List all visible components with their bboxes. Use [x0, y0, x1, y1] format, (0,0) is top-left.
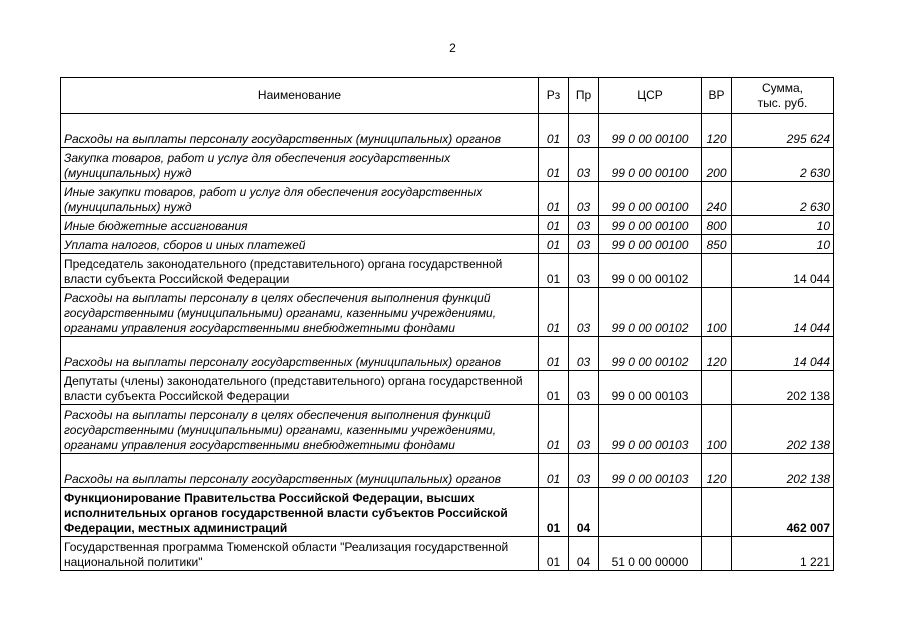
row-sum: 10: [732, 216, 834, 235]
column-header-csr: ЦСР: [599, 78, 702, 114]
row-sum: 295 624: [732, 114, 834, 148]
row-sum: 202 138: [732, 371, 834, 405]
row-pr: 03: [569, 148, 599, 182]
row-vr: 240: [702, 182, 732, 216]
row-rz: 01: [539, 405, 569, 454]
row-sum: 462 007: [732, 488, 834, 537]
row-vr: [702, 254, 732, 288]
row-name: Закупка товаров, работ и услуг для обеспечения государственных (муниципальных) нужд: [61, 148, 539, 182]
row-rz: 01: [539, 454, 569, 488]
row-rz: 01: [539, 371, 569, 405]
row-rz: 01: [539, 254, 569, 288]
row-sum: 10: [732, 235, 834, 254]
row-csr: 99 0 00 00102: [599, 254, 702, 288]
row-pr: 03: [569, 114, 599, 148]
row-sum: 14 044: [732, 288, 834, 337]
column-header-sum-line1: Сумма,: [761, 80, 804, 95]
row-csr: 99 0 00 00102: [599, 288, 702, 337]
row-csr: 99 0 00 00103: [599, 454, 702, 488]
row-name: Председатель законодательного (представительного) органа государственной власти субъекта Российской Федерации: [61, 254, 539, 288]
row-rz: 01: [539, 337, 569, 371]
table-row: [61, 288, 834, 337]
row-sum: 1 221: [732, 537, 834, 571]
row-name: Расходы на выплаты персоналу в целях обеспечения выполнения функций государственными (муниципальными) органами, казенными учреждениями, органами управления государственными внебюджетными фондами: [61, 405, 539, 454]
row-vr: 200: [702, 148, 732, 182]
column-header-rz: Рз: [539, 78, 569, 114]
row-sum: 202 138: [732, 405, 834, 454]
column-header-name: Наименование: [61, 78, 539, 114]
page-number: 2: [449, 41, 456, 55]
row-vr: 120: [702, 454, 732, 488]
row-name: Функционирование Правительства Российской Федерации, высших исполнительных органов государственной власти субъектов Российской Федерации, местных администраций: [61, 488, 539, 537]
row-vr: 100: [702, 405, 732, 454]
row-csr: 99 0 00 00102: [599, 337, 702, 371]
row-csr: 99 0 00 00100: [599, 114, 702, 148]
row-pr: 03: [569, 405, 599, 454]
row-rz: 01: [539, 216, 569, 235]
table-row: [61, 454, 834, 488]
row-sum: 2 630: [732, 148, 834, 182]
row-sum: 14 044: [732, 254, 834, 288]
row-pr: 03: [569, 337, 599, 371]
row-pr: 03: [569, 182, 599, 216]
row-rz: 01: [539, 488, 569, 537]
row-pr: 03: [569, 454, 599, 488]
row-rz: 01: [539, 288, 569, 337]
row-csr: 99 0 00 00100: [599, 182, 702, 216]
table-row: [61, 371, 834, 405]
column-header-sum: [732, 78, 834, 114]
row-pr: 04: [569, 537, 599, 571]
row-sum: 14 044: [732, 337, 834, 371]
row-vr: 120: [702, 114, 732, 148]
row-name: Расходы на выплаты персоналу государственных (муниципальных) органов: [61, 454, 539, 488]
row-name: Депутаты (члены) законодательного (представительного) органа государственной власти субъекта Российской Федерации: [61, 371, 539, 405]
row-rz: 01: [539, 537, 569, 571]
table-row: [61, 405, 834, 454]
row-name: Иные закупки товаров, работ и услуг для обеспечения государственных (муниципальных) нужд: [61, 182, 539, 216]
row-rz: 01: [539, 182, 569, 216]
row-sum: 202 138: [732, 454, 834, 488]
row-name: Расходы на выплаты персоналу в целях обеспечения выполнения функций государственными (муниципальными) органами, казенными учреждениями, органами управления государственными внебюджетными фондами: [61, 288, 539, 337]
row-name: Иные бюджетные ассигнования: [61, 216, 539, 235]
table-row: [61, 216, 834, 235]
table-row: [61, 182, 834, 216]
row-vr: [702, 537, 732, 571]
row-sum: 2 630: [732, 182, 834, 216]
row-csr: [599, 488, 702, 537]
row-vr: 100: [702, 288, 732, 337]
column-header-sum-line2: тыс. руб.: [757, 95, 808, 110]
row-pr: 03: [569, 254, 599, 288]
row-vr: 800: [702, 216, 732, 235]
row-csr: 51 0 00 00000: [599, 537, 702, 571]
row-pr: 03: [569, 371, 599, 405]
row-name: Государственная программа Тюменской области "Реализация государственной национальной политики": [61, 537, 539, 571]
table-row: [61, 337, 834, 371]
row-vr: 850: [702, 235, 732, 254]
column-header-vr: ВР: [702, 78, 732, 114]
row-csr: 99 0 00 00100: [599, 216, 702, 235]
row-pr: 04: [569, 488, 599, 537]
row-name: Расходы на выплаты персоналу государственных (муниципальных) органов: [61, 337, 539, 371]
row-csr: 99 0 00 00103: [599, 371, 702, 405]
table-row: [61, 488, 834, 537]
row-vr: 120: [702, 337, 732, 371]
row-vr: [702, 371, 732, 405]
table-row: [61, 148, 834, 182]
row-rz: 01: [539, 114, 569, 148]
row-rz: 01: [539, 235, 569, 254]
column-header-pr: Пр: [569, 78, 599, 114]
row-pr: 03: [569, 216, 599, 235]
row-rz: 01: [539, 148, 569, 182]
row-vr: [702, 488, 732, 537]
row-csr: 99 0 00 00100: [599, 148, 702, 182]
row-pr: 03: [569, 235, 599, 254]
row-csr: 99 0 00 00103: [599, 405, 702, 454]
table-row: [61, 537, 834, 571]
table-row: [61, 235, 834, 254]
row-name: Уплата налогов, сборов и иных платежей: [61, 235, 539, 254]
row-csr: 99 0 00 00100: [599, 235, 702, 254]
table-row: [61, 114, 834, 148]
table-row: [61, 254, 834, 288]
row-pr: 03: [569, 288, 599, 337]
table-header-row: [61, 78, 834, 114]
budget-table: [60, 77, 834, 571]
row-name: Расходы на выплаты персоналу государственных (муниципальных) органов: [61, 114, 539, 148]
